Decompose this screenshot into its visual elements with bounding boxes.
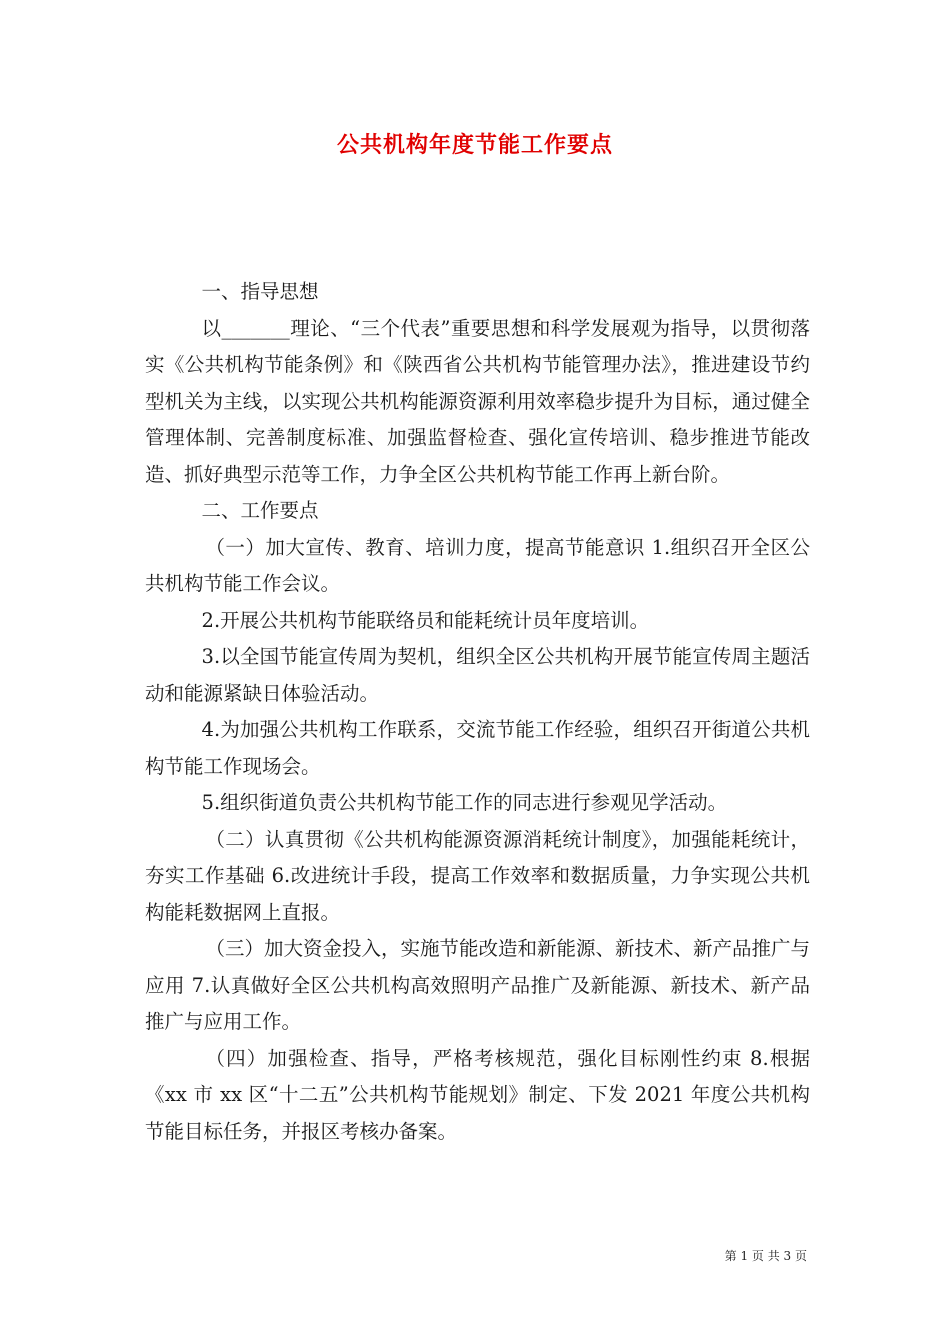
paragraph-item-7: （三）加大资金投入，实施节能改造和新能源、新技术、新产品推广与应用 7.认真做好全区公共机构高效照明产品推广及新能源、新技术、新产品推广与应用工作。 <box>145 937 810 1033</box>
paragraph-item-6: （二）认真贯彻《公共机构能源资源消耗统计制度》，加强能耗统计，夯实工作基础 6.改进统计手段，提高工作效率和数据质量，力争实现公共机构能耗数据网上直报。 <box>145 827 810 924</box>
document-body <box>145 274 810 1150</box>
paragraph-item-5: 5.组织街道负责公共机构节能工作的同志进行参观见学活动。 <box>201 791 728 814</box>
paragraph-guiding-thought: 以_______理论、“三个代表”重要思想和科学发展观为指导，以贯彻落实《公共机构节能条例》和《陕西省公共机构节能管理办法》，推进建设节约型机关为主线，以实现公共机构能源资源利用效率稳步提升为目标，通过健全管理体制、完善制度标准、加强监督检查、强化宣传培训、稳步推进节能改造、抓好典型示范等工作，力争全区公共机构节能工作再上新台阶。 <box>145 316 810 486</box>
section-heading-guiding-thought: 一、指导思想 <box>201 280 319 303</box>
page-footer: 第 1 页 共 3 页 <box>724 1249 807 1263</box>
paragraph-item-4: 4.为加强公共机构工作联系，交流节能工作经验，组织召开街道公共机构节能工作现场会。 <box>145 718 810 778</box>
paragraph-item-2: 2.开展公共机构节能联络员和能耗统计员年度培训。 <box>201 608 650 632</box>
paragraph-item-1: （一）加大宣传、教育、培训力度，提高节能意识 1.组织召开全区公共机构节能工作会议。 <box>145 535 810 595</box>
paragraph-item-8: （四）加强检查、指导，严格考核规范，强化目标刚性约束 8.根据《xx 市 xx 区“十二五”公共机构节能规划》制定、下发 2021 年度公共机构节能目标任务，并报区考核办备案。 <box>145 1046 810 1143</box>
document-title: 公共机构年度节能工作要点 <box>336 132 613 158</box>
paragraph-item-3: 3.以全国节能宣传周为契机，组织全区公共机构开展节能宣传周主题活动和能源紧缺日体验活动。 <box>145 645 810 705</box>
section-heading-work-points: 二、工作要点 <box>201 499 319 522</box>
